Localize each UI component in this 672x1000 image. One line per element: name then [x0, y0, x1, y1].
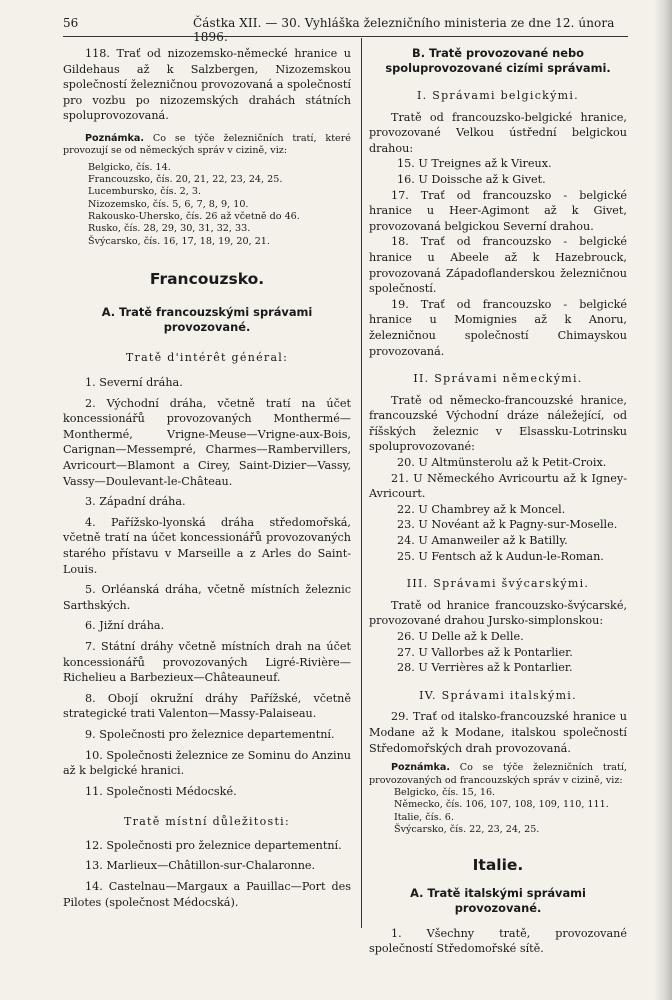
section-title-francouzsko: Francouzsko. [149, 269, 265, 288]
belgian-items [397, 156, 627, 187]
list-item: 5. Orléanská dráha, včetně místních železnic Sarthských. [63, 583, 351, 612]
list-item: 14. Castelnau—Margaux a Pauillac—Port des Pilotes (společnost Médocská). [63, 880, 351, 909]
swiss-items [397, 629, 627, 676]
page-edge-shadow [654, 0, 672, 1000]
list-item: Francouzsko, čís. 20, 21, 22, 23, 24, 25. [88, 174, 283, 186]
section-title-belgian: I. Správami belgickými. [417, 89, 579, 102]
items-general [63, 375, 351, 799]
list-item: Belgicko, čís. 14. [88, 161, 171, 173]
belgian-intro: Tratě od francouzsko-belgické hranice, provozované Velkou ústřední belgickou drahou: [369, 110, 627, 155]
note-text: Co se týče železničních tratí, které provozují se od německých správ v cizině, viz: [63, 132, 351, 157]
section-title-swiss: III. Správami švýcarskými. [406, 577, 590, 591]
german-intro: Tratě od německo-francouzské hranice, francouzské Východní dráze náležející, od říšských železnic v Elsassku-Lotrinsku spoluprovozované: [369, 393, 627, 454]
list-item: 3. Západní dráha. [85, 495, 186, 509]
list-item: 24. U Amanweiler až k Batilly. [397, 534, 568, 548]
sub-heading-general: Tratě d'intérêt général: [125, 351, 289, 365]
sub-heading-local: Tratě místní důležitosti: [124, 815, 290, 829]
list-item: 10. Společnosti železnice ze Sominu do Anzinu až k belgické hranici. [63, 748, 351, 778]
list-item: 18. Trať od francouzsko - belgické hranice u Abeele až k Hazebrouck, provozovaná Západoflanderskou železničnou společností. [369, 235, 627, 296]
page-number: 56 [63, 16, 79, 30]
list-item: 27. U Vallorbes až k Pontarlier. [397, 645, 573, 659]
list-item: 15. U Treignes až k Vireux. [397, 157, 552, 171]
list-item: 28. U Verrières až k Pontarlier. [397, 661, 573, 675]
section-title-german: II. Správami německými. [413, 372, 583, 386]
list-item: 9. Společnosti pro železnice departementní. [85, 727, 335, 741]
items-local [63, 838, 351, 910]
list-item: 7. Státní dráhy včetně místních drah na účet koncessionářů provozovaných Ligré-Rivière—Richelieu a Barbezieux—Châteauneuf. [63, 639, 351, 685]
header-title: Částka XII. — 30. Vyhláška železničního ministeria ze dne 12. února 1896. [193, 16, 615, 44]
list-item: Švýcarsko, čís. 16, 17, 18, 19, 20, 21. [88, 235, 270, 247]
note-text: Co se týče železničních tratí, provozovaných od francouzských správ v cizině, viz: [369, 762, 627, 786]
list-item: 11. Společnosti Médocské. [85, 784, 237, 798]
right-column [369, 46, 627, 957]
item-118: 118. Trať od nizozemsko-německé hranice u Gildehaus až k Salzbergen, Nizozemskou společností železničnou provozovaná a společností pro vozbu po nizozemských drahách státních spoluprovozovaná. [63, 47, 351, 123]
list-item: Nizozemsko, čís. 5, 6, 7, 8, 9, 10. [88, 198, 249, 210]
list-item: 23. U Novéant až k Pagny-sur-Moselle. [397, 518, 618, 532]
section-b-title: B. Tratě provozované nebo spoluprovozované cizími správami. [385, 46, 611, 75]
list-item: 1. Severní dráha. [85, 376, 183, 390]
list-item: Italie, čís. 6. [394, 811, 454, 823]
list-item: 17. Trať od francouzsko - belgické hranice u Heer-Agimont až k Givet, provozovaná belgickou Severní drahou. [369, 188, 627, 233]
list-item: Rusko, čís. 28, 29, 30, 31, 32, 33. [88, 223, 251, 235]
italy-subsection-a: A. Tratě italskými správami provozované. [410, 885, 586, 915]
note-label: Poznámka. [85, 132, 145, 144]
swiss-intro: Tratě od hranice francouzsko-švýcarské, provozované drahou Jursko-simplonskou: [369, 598, 627, 628]
note-right [369, 762, 627, 787]
list-item: Rakousko-Uhersko, čís. 26 až včetně do 46. [88, 210, 300, 222]
list-item: 21. U Německého Avricourtu až k Igney-Avricourt. [369, 471, 627, 501]
list-item: 16. U Doissche až k Givet. [397, 172, 546, 186]
section-title-italian: IV. Správami italskými. [419, 688, 577, 702]
list-item: 4. Pařížsko-lyonská dráha středomořská, včetně tratí na účet koncessionářů provozovaných starého přístavu v Marseille a z Arles do Saint-Louis. [63, 515, 351, 576]
column-divider [361, 38, 362, 928]
list-item: 12. Společnosti pro železnice departementní. [85, 838, 342, 852]
note-list-left [88, 162, 351, 248]
list-item: Švýcarsko, čís. 22, 23, 24, 25. [394, 823, 540, 835]
note-left [63, 133, 351, 158]
list-item: Belgicko, čís. 15, 16. [394, 786, 496, 798]
list-item: 6. Jižní dráha. [85, 619, 165, 633]
list-item: 8. Obojí okružní dráhy Pařížské, včetně strategické trati Valenton—Massy-Palaiseau. [63, 691, 351, 721]
list-item: 26. U Delle až k Delle. [397, 630, 524, 643]
list-item: 20. U Altmünsterolu až k Petit-Croix. [397, 456, 607, 470]
list-item: Německo, čís. 106, 107, 108, 109, 110, 111. [394, 799, 609, 811]
list-item: 13. Marlieux—Châtillon-sur-Chalaronne. [85, 859, 316, 873]
list-item: 22. U Chambrey až k Moncel. [397, 502, 566, 516]
left-column [63, 46, 351, 910]
note-list-right [394, 787, 627, 836]
list-item: 1. Všechny tratě, provozované společností Středomořské sítě. [369, 926, 627, 956]
list-item: Lucembursko, čís. 2, 3. [88, 186, 202, 198]
list-item: 2. Východní dráha, včetně tratí na účet koncessionářů provozovaných Monthermé—Monthermé, Vrigne-Meuse—Vrigne-aux-Bois, Carignan—Messempré, Charmes—Rambervillers, Avricourt—Blamont a Cirey, Saint-Dizier—Vassy, Vassy—Doulevant-le-Château. [63, 396, 351, 488]
list-item: 19. Trať od francouzsko - belgické hranice u Momignies až k Anoru, železničnou společností Chimayskou provozovaná. [369, 297, 627, 358]
section-title-italie: Italie. [472, 856, 524, 875]
german-items [397, 502, 627, 564]
note-label: Poznámka. [391, 762, 451, 774]
list-item: 29. Trať od italsko-francouzské hranice u Modane až k Modane, italskou společností Středomořských drah provozovaná. [369, 710, 627, 755]
header-rule [63, 36, 628, 37]
subsection-a-title: A. Tratě francouzskými správami provozované. [101, 305, 313, 335]
list-item: 25. U Fentsch až k Audun-le-Roman. [397, 549, 604, 563]
